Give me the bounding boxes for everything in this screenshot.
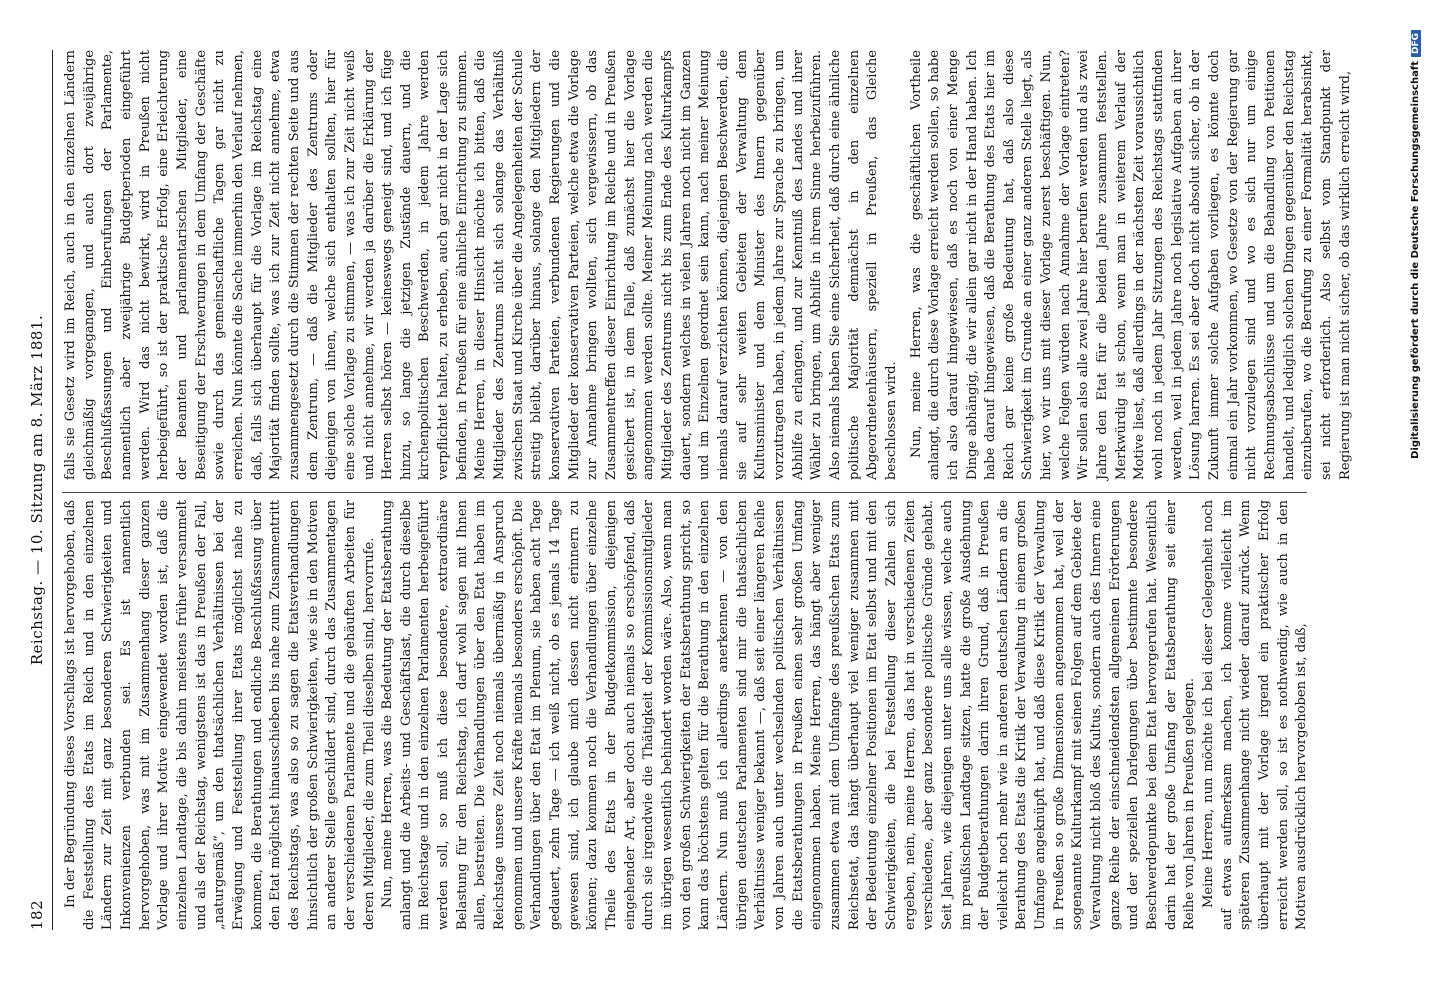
- paragraph: Nun, meine Herren, was die Bedeutung der Etatsberathung anlangt und die Arbeits- und Geschäftslast, die durch dieselbe im Reichstage und in den einzelnen Parlamenten herbeigeführt werden soll, so muß ich diese besondere, extraordinäre Belastung für den Reichstag, ich darf wohl sagen mit Ihnen allen, bestreiten. Die Verhandlungen über den Etat haben im Reichstage unsere Zeit noch niemals übermäßig in Anspruch genommen und unsere Kräfte niemals besonders erschöpft. Die Verhandlungen über den Etat im Plenum, sie haben acht Tage gedauert, zehn Tage — ich weiß nicht, ob es jemals 14 Tage gewesen sind, ich glaube mich dessen nicht erinnern zu können; dazu kommen noch die Verhandlungen über einzelne Theile des Etats in der Budgetkommission, diejenigen eingehender Art, aber doch auch niemals so erschöpfend, daß durch sie irgendwie die Thätigkeit der Kommissionsmitglieder im übrigen wesentlich behindert worden wäre. Also, wenn man von den großen Schwierigkeiten der Etatsberathung spricht, so kann das höchstens gelten für die Berathung in den einzelnen Ländern. Nun muß ich allerdings anerkennen — von den übrigen deutschen Parlamenten sind mir die thatsächlichen Verhältnisse weniger bekannt —, daß seit einer längeren Reihe von Jahren auch unter wechselnden politischen Verhältnissen die Etatsberathungen in Preußen einen sehr großen Umfang eingenommen haben. Meine Herren, das hängt aber weniger zusammen etwa mit dem Umfange des preußischen Etats zum Reichsetat, das hängt überhaupt viel weniger zusammen mit der Bedeutung einzelner Positionen im Etat selbst und mit den Schwierigkeiten, die bei Feststellung dieser Zahlen sich ergeben, nein, meine Herren, das hat in verschiedenen Zeiten verschiedene, aber ganz besondere politische Gründe gehabt. Seit Jahren, wie diejenigen unter uns alle wissen, welche auch im preußischen Landtage sitzen, hatte die große Ausdehnung der Budgetberathungen darin ihren Grund, daß in Preußen vielleicht noch mehr wie in anderen deutschen Ländern an die Berathung des Etats die Kritik der Verwaltung in einem großen Umfange angeknüpft hat, und daß diese Kritik der Verwaltung in Preußen so große Dimensionen angenommen hat, weil der sogenannte Kulturkampf mit seinen Folgen auf dem Gebiete der Verwaltung nicht bloß des Kultus, sondern auch des Innern eine ganze Reihe der einschneidendsten allgemeinen Erörterungen und der speziellen Darlegungen über bestimmte besondere Beschwerdepunkte bei dem Etat hervorgerufen hat. Wesentlich darin hat der große Umfang der Etatsberathung seit einer Reihe von Jahren in Preußen gelegen.: [380, 500, 1198, 930]
- paragraph: falls sie Gesetz wird im Reich, auch in den einzelnen Ländern gleichmäßig vorgegangen, und auch dort zweijährige Beschlußfassungen und Einberufungen der Parlamente, namentlich aber zweijährige Budgetperioden eingeführt werden. Wird das nicht bewirkt, wird in Preußen nicht herbeigeführt, so ist der praktische Erfolg, eine Erleichterung der Beamten und parlamentarischen Mitglieder, eine Beseitigung der Erschwerungen in dem Umfang der Geschäfte sowie durch das gemeinschaftliche Tagen gar nicht zu erreichen. Nun könnte die Sache immerhin den Verlauf nehmen, daß, falls sich überhaupt für die Vorlage im Reichstag eine Majorität finden sollte, was ich zur Zeit nicht annehme, etwa zusammengesetzt durch die Stimmen der rechten Seite und aus dem Zentrum, — daß die Mitglieder des Zentrums oder diejenigen von ihnen, welche sich enthalten sollten, hier für eine solche Vorlage zu stimmen, — was ich zur Zeit nicht weiß und nicht annehme, wir werden ja darüber die Erklärung der Herren selbst hören — keineswegs geneigt sind, und ich füge hinzu, so lange die jetzigen Zustände dauern, und die kirchenpolitischen Beschwerden, in jedem Jahre werden verpflichtet halten, zu erheben, auch gar nicht in der Lage sich befinden, in Preußen für eine ähnliche Einrichtung zu stimmen. Meine Herren, in dieser Hinsicht möchte ich bitten, daß die Mitglieder des Zentrums nicht sich solange das Verhältniß zwischen Staat und Kirche über die Angelegenheiten der Schule streitig bleibt, darüber hinaus, solange den Mitgliedern der konservativen Parteien, verbundenen Regierungen und die Mitglieder der konservativen Parteien, welche etwa die Vorlage zur Annahme bringen wollten, sich vergewissern, ob das Zusammentreffen dieser Einrichtung im Reiche und in Preußen gesichert ist, in dem Falle, daß zunächst hier die Vorlage angenommen werden sollte. Meiner Meinung nach werden die Mitglieder des Zentrums nicht bis zum Ende des Kulturkampfs dauert, sondern welches in vielen Jahren noch nicht im Ganzen und im Einzelnen geordnet sein kann, nach meiner Meinung niemals darauf verzichten können, diejenigen Beschwerden, die sie auf sehr weiten Gebieten der Verwaltung dem Kultusminister und dem Minister des Innern gegenüber vorzutragen haben, in jedem Jahre zur Sprache zu bringen, um Abhilfe zu erlangen, und zur Kenntniß des Landes und ihrer Wähler zu bringen, um Abhilfe in ihrem Sinne herbeizuführen. Also niemals haben Sie eine Sicherheit, daß durch eine ähnliche politische Majorität demnächst in den einzelnen Abgeordnetenhäusern, speziell in Preußen, das Gleiche beschlossen wird.: [63, 50, 899, 480]
- credit-text: Digitalisierung gefördert durch die Deutsche Forschungsgemeinschaft: [1410, 61, 1421, 459]
- paragraph: Nun, meine Herren, was die geschäftlichen Vortheile anlangt, die durch diese Vorlage erreicht werden sollen, so habe ich also darauf hingewiesen, daß es noch von einer Menge Dinge abhängig, die wir allein gar nicht in der Hand haben. Ich habe darauf hingewiesen, daß die Berathung des Etats hier im Reich gar keine große Bedeutung hat, daß also diese Schwierigkeit im Grunde an einer ganz anderen Stelle liegt, als hier, wo wir uns mit dieser Vorlage zuerst beschäftigen. Nun, welche Folgen würden nach Annahme der Vorlage eintreten? Wir sollen also alle zwei Jahre hier berufen werden und als zwei Jahre den Etat für die beiden Jahre zusammen feststellen. Merkwürdig ist schon, wenn man in weiterem Verlauf der Motive liest, daß allerdings in der nächsten Zeit voraussichtlich wohl noch in jedem Jahr Sitzungen des Reichstags stattfinden werden, weil in jedem Jahre noch legislative Aufgaben an ihrer Lösung harren. Es sei aber doch nicht absolut sicher, ob in der Zukunft immer solche Aufgaben vorliegen, es könnte doch einmal ein Jahr vorkommen, wo Gesetze von der Regierung gar nicht vorzulegen sind und wo es sich nur um einige Rechnungsabschlüsse und um die Behandlung von Petitionen handelt, und lediglich solchen Dingen gegenüber den Reichstag einzuberufen, wo die Berufung zu einer Formalität herabsinkt, sei nicht erforderlich. Also selbst vom Standpunkt der Regierung ist man nicht sicher, ob das wirklich erreicht wird,: [908, 50, 1353, 480]
- right-text-column: [62, 50, 1353, 480]
- page-header-title: Reichstag. — 10. Sitzung am 8. März 1881.: [28, 314, 46, 666]
- header-rule: [52, 50, 53, 930]
- digitization-credit: [1410, 30, 1426, 960]
- running-head: [28, 50, 52, 930]
- paragraph: In der Begründung dieses Vorschlags ist hervorgehoben, daß die Feststellung des Etats im Reich und in den einzelnen Ländern zur Zeit mit ganz besonderen Schwierigkeiten und Inkonvenienzen verbunden sei. Es ist namentlich hervorgehoben, was mit im Zusammenhang dieser ganzen Vorlage und ihrer Motive eingewendet worden ist, daß die einzelnen Landtage, die bis dahin meistens früher versammelt und als der Reichstag, wenigstens ist das in Preußen der Fall, „naturgemäß“, um den thatsächlichen Verhältnissen bei der Erwägung und Feststellung ihrer Etats möglichst nahe zu kommen, die Berathungen und endliche Beschlußfassung über den Etat möglichst hinausschieben bis nahe zum Zusammentritt des Reichstags, was also so zu sagen die Etatsverhandlungen hinsichtlich der großen Schwierigkeiten, wie sie in den Motiven an anderer Stelle geschildert sind, durch das Zusammentagen der verschiedenen Parlamente und die gehäuften Arbeiten für deren Mitglieder, die zum Theil dieselben sind, hervorrufe.: [63, 500, 377, 930]
- column-divider: [62, 492, 1307, 493]
- page-number: 182: [28, 899, 46, 930]
- paragraph: Meine Herren, nun möchte ich bei dieser Gelegenheit noch auf etwas aufmerksam machen, ich komme vielleicht im späteren Zusammenhange nicht wieder darauf zurück. Wenn überhaupt mit der Vorlage irgend ein praktischer Erfolg erreicht werden soll, so ist es nothwendig, wie auch in den Motiven ausdrücklich hervorgehoben ist, daß,: [1201, 500, 1310, 930]
- dfg-logo: DFG: [1411, 30, 1421, 57]
- left-text-column: [62, 500, 1310, 930]
